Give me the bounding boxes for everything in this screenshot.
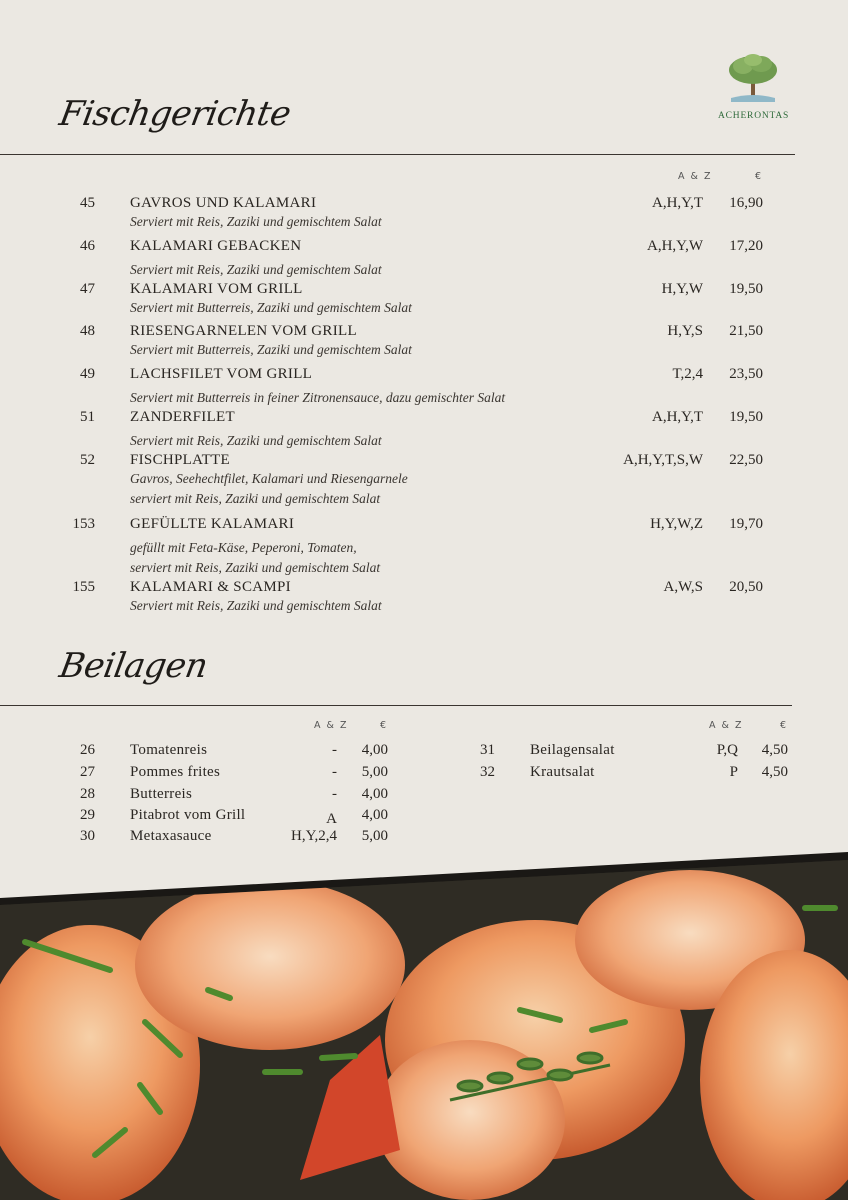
shrimp-illustration xyxy=(0,850,848,1200)
allergen-column-header-right: A & Z xyxy=(709,720,743,731)
allergen-codes: H,Y,W xyxy=(661,281,703,297)
allergen-codes: - xyxy=(332,786,337,802)
allergen-codes: P xyxy=(729,764,738,780)
item-description: Serviert mit Butterreis, Zaziki und gemischtem Salat xyxy=(130,342,412,357)
price-column-header-right: € xyxy=(780,720,788,731)
section-title-beilagen: Beilagen xyxy=(56,646,211,686)
item-name: ZANDERFILET xyxy=(130,409,235,425)
logo-text: ACHERONTAS xyxy=(718,111,790,121)
side-price: 4,00 xyxy=(361,807,388,823)
section-title-fischgerichte: Fischgerichte xyxy=(56,94,294,134)
side-name: Metaxasauce xyxy=(130,828,212,844)
item-price: 19,70 xyxy=(729,516,763,532)
allergen-codes: A,H,Y,T,S,W xyxy=(623,452,703,468)
side-number: 26 xyxy=(80,742,95,758)
allergen-codes: A,H,Y,W xyxy=(647,238,703,254)
allergen-codes: - xyxy=(332,764,337,780)
item-number: 155 xyxy=(72,579,95,595)
item-description: Serviert mit Reis, Zaziki und gemischtem Salat xyxy=(130,262,382,277)
side-price: 5,00 xyxy=(361,764,388,780)
item-price: 19,50 xyxy=(729,281,763,297)
logo xyxy=(718,52,788,121)
item-number: 49 xyxy=(80,366,95,382)
item-description: Gavros, Seehechtfilet, Kalamari und Riesengarnele xyxy=(130,471,408,486)
item-price: 19,50 xyxy=(729,409,763,425)
side-price: 4,50 xyxy=(761,764,788,780)
side-name: Pommes frites xyxy=(130,764,221,780)
allergen-column-header: A & Z xyxy=(678,171,712,182)
allergen-codes: H,Y,W,Z xyxy=(650,516,703,532)
item-price: 22,50 xyxy=(729,452,763,468)
item-number: 47 xyxy=(80,281,95,297)
item-description: Serviert mit Reis, Zaziki und gemischtem Salat xyxy=(130,598,382,613)
side-number: 31 xyxy=(480,742,495,758)
allergen-codes: A,H,Y,T xyxy=(652,195,703,211)
price-column-header: € xyxy=(755,171,763,182)
allergen-column-header-left: A & Z xyxy=(314,720,348,731)
side-number: 27 xyxy=(80,764,95,780)
item-name: GEFÜLLTE KALAMARI xyxy=(130,516,295,532)
item-price: 20,50 xyxy=(729,579,763,595)
item-name: FISCHPLATTE xyxy=(130,452,230,468)
side-number: 29 xyxy=(80,807,95,823)
side-name: Beilagensalat xyxy=(530,742,615,758)
item-name: RIESENGARNELEN VOM GRILL xyxy=(130,323,357,339)
item-number: 45 xyxy=(80,195,95,211)
item-price: 16,90 xyxy=(729,195,763,211)
side-number: 28 xyxy=(80,786,95,802)
divider xyxy=(0,705,792,706)
item-number: 46 xyxy=(80,238,95,254)
item-description: Serviert mit Butterreis, Zaziki und gemischtem Salat xyxy=(130,300,412,315)
allergen-codes: H,Y,S xyxy=(667,323,703,339)
item-description: Serviert mit Reis, Zaziki und gemischtem Salat xyxy=(130,433,382,448)
side-name: Butterreis xyxy=(130,786,193,802)
side-name: Pitabrot vom Grill xyxy=(130,807,246,823)
item-number: 153 xyxy=(72,516,95,532)
item-name: KALAMARI GEBACKEN xyxy=(130,238,302,254)
side-name: Tomatenreis xyxy=(130,742,208,758)
item-description: gefüllt mit Feta-Käse, Peperoni, Tomaten, xyxy=(130,540,357,555)
item-name: LACHSFILET VOM GRILL xyxy=(130,366,313,382)
side-name: Krautsalat xyxy=(530,764,595,780)
item-price: 21,50 xyxy=(729,323,763,339)
allergen-codes: A xyxy=(326,811,337,827)
item-description: serviert mit Reis, Zaziki und gemischtem Salat xyxy=(130,491,381,506)
allergen-codes: A,W,S xyxy=(663,579,703,595)
item-name: GAVROS UND KALAMARI xyxy=(130,195,317,211)
allergen-codes: - xyxy=(332,742,337,758)
side-price: 4,00 xyxy=(361,742,388,758)
side-number: 30 xyxy=(80,828,95,844)
item-price: 17,20 xyxy=(729,238,763,254)
allergen-codes: T,2,4 xyxy=(672,366,703,382)
item-description: Serviert mit Butterreis in feiner Zitronensauce, dazu gemischter Salat xyxy=(130,390,506,405)
allergen-codes: H,Y,2,4 xyxy=(291,828,337,844)
side-number: 32 xyxy=(480,764,495,780)
item-number: 51 xyxy=(80,409,95,425)
item-number: 48 xyxy=(80,323,95,339)
item-number: 52 xyxy=(80,452,95,468)
item-price: 23,50 xyxy=(729,366,763,382)
side-price: 4,50 xyxy=(761,742,788,758)
side-price: 4,00 xyxy=(361,786,388,802)
item-name: KALAMARI VOM GRILL xyxy=(130,281,303,297)
item-description: Serviert mit Reis, Zaziki und gemischtem Salat xyxy=(130,214,382,229)
tree-icon xyxy=(725,52,781,104)
price-column-header-left: € xyxy=(380,720,388,731)
divider xyxy=(0,154,795,155)
allergen-codes: A,H,Y,T xyxy=(652,409,703,425)
item-name: KALAMARI & SCAMPI xyxy=(130,579,291,595)
allergen-codes: P,Q xyxy=(716,742,738,758)
side-price: 5,00 xyxy=(361,828,388,844)
item-description: serviert mit Reis, Zaziki und gemischtem Salat xyxy=(130,560,381,575)
grilled-shrimp-photo xyxy=(0,850,848,1200)
